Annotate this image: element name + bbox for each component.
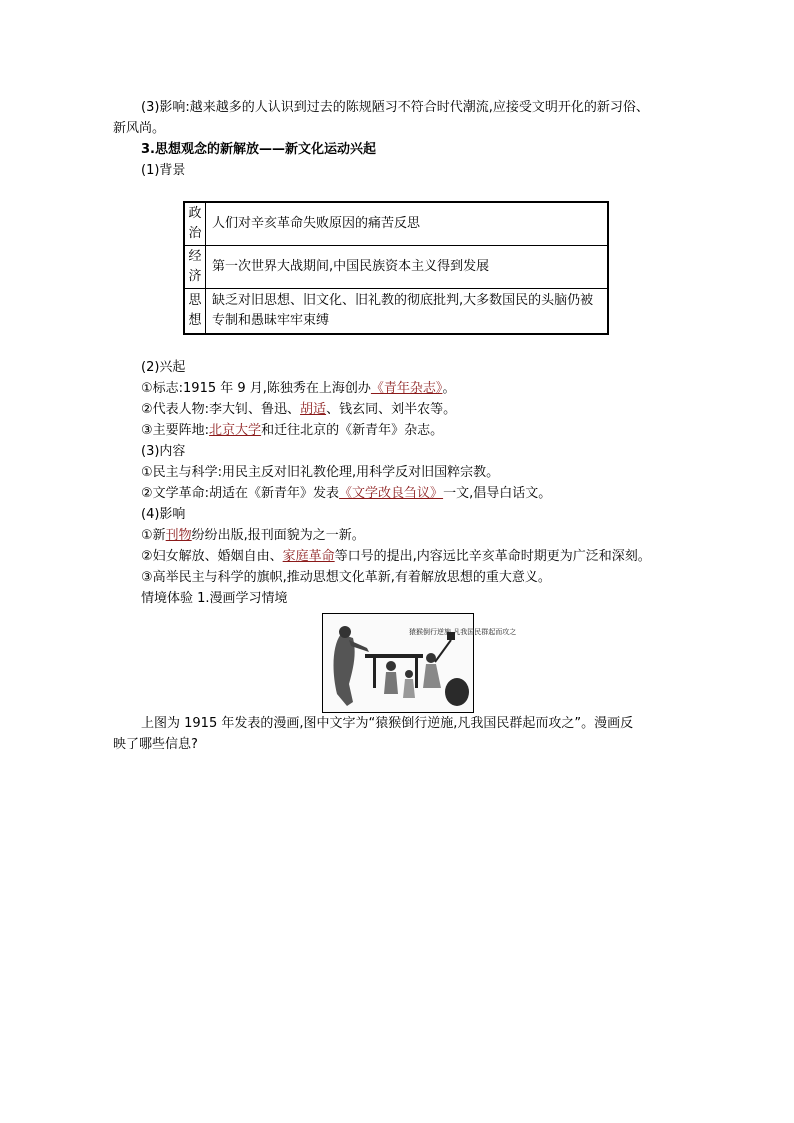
text: ②妇女解放、婚姻自由、 [141, 549, 283, 564]
text: ②文学革命:胡适在《新青年》发表 [141, 486, 340, 501]
table-row [184, 289, 608, 335]
table-row [184, 202, 608, 246]
text: 纷纷出版,报刊面貌为之一新。 [191, 528, 365, 543]
question-line-1: 上图为 1915 年发表的漫画,图中文字为“猿猴倒行逆施,凡我国民群起而攻之”。漫画反 [141, 716, 634, 731]
content-label: (3)内容 [141, 444, 186, 459]
keyword-link[interactable]: 北京大学 [209, 423, 262, 438]
rise-sign [113, 378, 683, 399]
cartoon-image [322, 613, 517, 713]
background-table [183, 201, 609, 335]
table-value: 缺乏对旧思想、旧文化、旧礼教的彻底批判,大多数国民的头脑仍被专制和愚昧牢牢束缚 [206, 289, 609, 335]
text: 一文,倡导白话文。 [443, 486, 552, 501]
text: ①标志:1915 年 9 月,陈独秀在上海创办 [141, 381, 371, 396]
content-democracy: ①民主与科学:用民主反对旧礼教伦理,用科学反对旧国粹宗教。 [141, 465, 500, 480]
keyword-link[interactable]: 《青年杂志》 [370, 381, 443, 396]
impact-item-2 [113, 546, 683, 567]
text: 和迁往北京的《新青年》杂志。 [261, 423, 444, 438]
table-row [184, 246, 608, 289]
table-key: 经济 [184, 246, 206, 289]
background-label: (1)背景 [141, 163, 186, 178]
rise-base [113, 420, 683, 441]
document-page [113, 97, 683, 755]
text: ②代表人物:李大钊、鲁迅、 [141, 402, 301, 417]
text: 。 [442, 381, 456, 396]
keyword-link[interactable]: 胡适 [300, 402, 327, 417]
rise-label: (2)兴起 [141, 360, 186, 375]
keyword-link[interactable]: 刊物 [165, 528, 192, 543]
keyword-link[interactable]: 家庭革命 [282, 549, 335, 564]
impact-line-1: (3)影响:越来越多的人认识到过去的陈规陋习不符合时代潮流,应接受文明开化的新习俗、 [141, 100, 649, 115]
table-value: 人们对辛亥革命失败原因的痛苦反思 [206, 202, 609, 246]
text: 等口号的提出,内容远比辛亥革命时期更为广泛和深刻。 [334, 549, 651, 564]
scenario-title: 情境体验 1.漫画学习情境 [141, 591, 288, 606]
table-value: 第一次世界大战期间,中国民族资本主义得到发展 [206, 246, 609, 289]
section-heading: 3.思想观念的新解放——新文化运动兴起 [141, 142, 376, 157]
content-literature [113, 483, 683, 504]
question-line-2: 映了哪些信息? [113, 737, 198, 752]
table-key: 思想 [184, 289, 206, 335]
cartoon-caption: 猿猴倒行逆施 凡我国民群起而攻之 [409, 628, 517, 636]
text: 、钱玄同、刘半农等。 [326, 402, 457, 417]
text: ①新 [141, 528, 166, 543]
impact-line-2: 新风尚。 [113, 121, 166, 136]
impact-item-1 [113, 525, 683, 546]
impact-label: (4)影响 [141, 507, 186, 522]
rise-figures [113, 399, 683, 420]
text: ③主要阵地: [141, 423, 210, 438]
spacer [113, 335, 683, 357]
table-key: 政治 [184, 202, 206, 246]
impact-item-3: ③高举民主与科学的旗帜,推动思想文化革新,有着解放思想的重大意义。 [141, 570, 551, 585]
keyword-link[interactable]: 《文学改良刍议》 [339, 486, 444, 501]
